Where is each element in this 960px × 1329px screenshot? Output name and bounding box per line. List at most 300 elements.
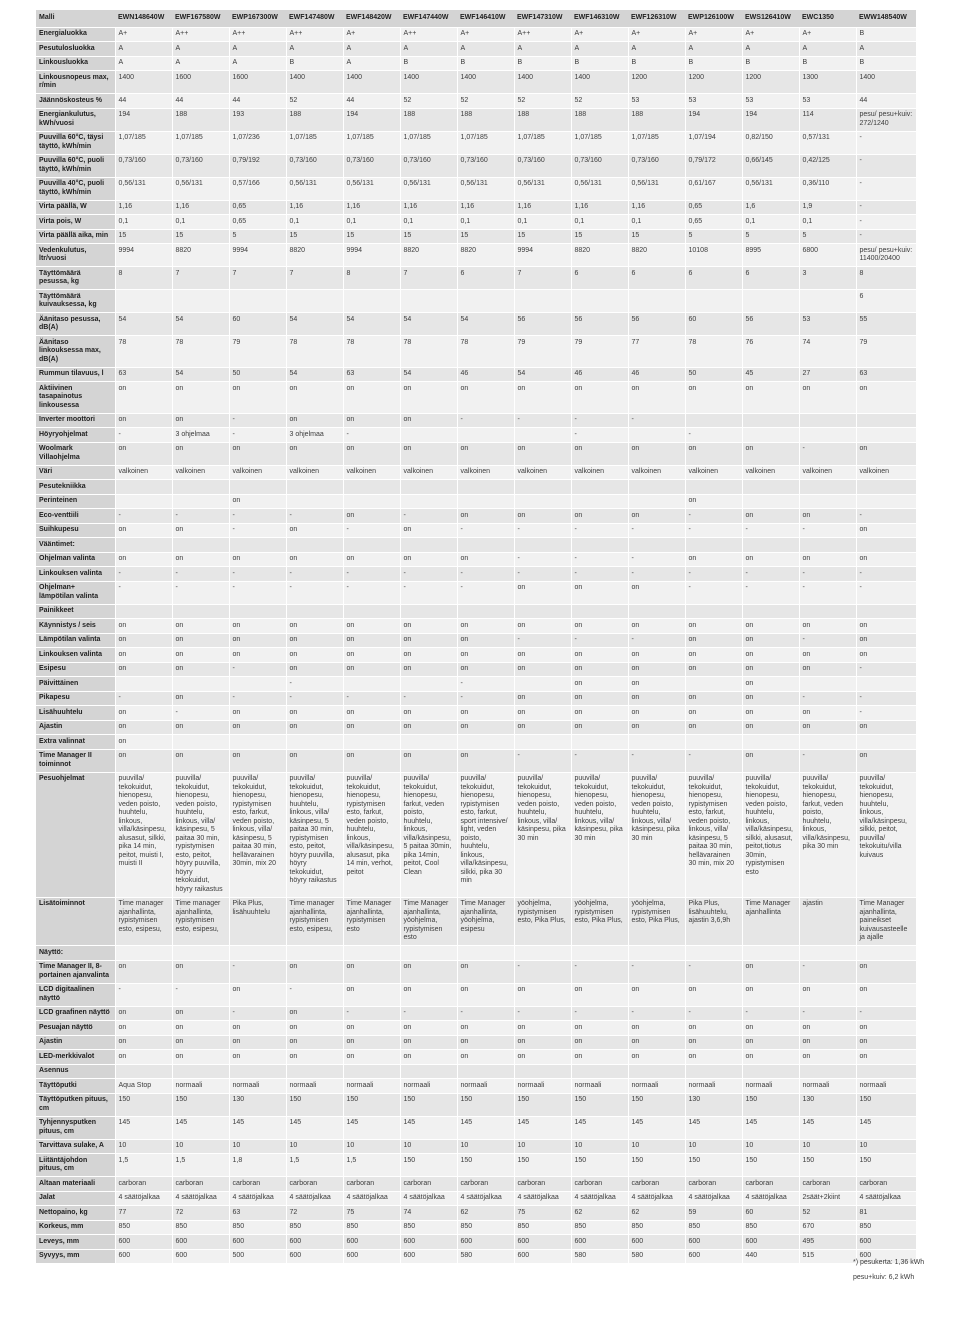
- table-cell: [514, 1064, 571, 1079]
- row-label: Täyttömäärä kuivauksessa, kg: [36, 290, 115, 313]
- table-cell: -: [799, 691, 856, 706]
- table-cell: on: [343, 619, 400, 634]
- table-cell: 0,1: [400, 215, 457, 230]
- table-cell: on: [172, 413, 229, 428]
- table-cell: [628, 604, 685, 619]
- table-cell: A: [343, 56, 400, 71]
- table-cell: on: [628, 581, 685, 604]
- table-cell: on: [172, 1050, 229, 1065]
- table-cell: 850: [172, 1220, 229, 1235]
- table-cell: [685, 480, 742, 495]
- table-cell: -: [685, 428, 742, 443]
- table-cell: 1,16: [286, 200, 343, 215]
- table-cell: 78: [115, 336, 172, 368]
- table-cell: -: [628, 1006, 685, 1021]
- table-cell: on: [343, 648, 400, 663]
- table-cell: carboran: [514, 1177, 571, 1192]
- table-cell: carboran: [115, 1177, 172, 1192]
- table-cell: 62: [571, 1206, 628, 1221]
- table-cell: puuvilla/ tekokuidut, hienopesu, veden poisto, huuhtelu, linkous, villa/käsinpesu, silkki, alusasut, peitot,tiotus 30min, rypistymisen esto: [742, 772, 799, 897]
- table-cell: 1,16: [628, 200, 685, 215]
- table-cell: 0,73/160: [457, 154, 514, 177]
- row-label: Äänitaso linkouksessa max, dB(A): [36, 336, 115, 368]
- table-cell: [115, 290, 172, 313]
- table-row: [36, 720, 916, 735]
- table-cell: 10: [457, 1139, 514, 1154]
- table-row: [36, 1177, 916, 1192]
- table-cell: 0,65: [685, 215, 742, 230]
- table-cell: on: [457, 1021, 514, 1036]
- table-cell: valkoinen: [571, 465, 628, 480]
- table-cell: 3 ohjelmaa: [286, 428, 343, 443]
- table-cell: 52: [457, 94, 514, 109]
- table-cell: 62: [628, 1206, 685, 1221]
- table-cell: 0,56/131: [343, 177, 400, 200]
- table-cell: on: [115, 442, 172, 465]
- table-cell: [115, 604, 172, 619]
- table-cell: on: [742, 442, 799, 465]
- table-cell: on: [286, 749, 343, 772]
- table-cell: on: [742, 960, 799, 983]
- table-cell: -: [628, 960, 685, 983]
- table-cell: carboran: [229, 1177, 286, 1192]
- table-cell: on: [229, 1021, 286, 1036]
- header-row: [36, 10, 916, 27]
- table-cell: A: [115, 56, 172, 71]
- table-cell: 15: [286, 229, 343, 244]
- table-cell: [172, 677, 229, 692]
- table-cell: [799, 480, 856, 495]
- row-label: Time Manager II toiminnot: [36, 749, 115, 772]
- table-cell: -: [571, 960, 628, 983]
- table-cell: -: [229, 523, 286, 538]
- table-cell: on: [742, 648, 799, 663]
- table-cell: -: [856, 581, 916, 604]
- table-cell: 44: [172, 94, 229, 109]
- table-cell: 5: [229, 229, 286, 244]
- table-cell: on: [856, 633, 916, 648]
- table-cell: on: [685, 983, 742, 1006]
- table-cell: Pika Plus, lisähuuhtelu, ajastin 3,6,9h: [685, 897, 742, 946]
- table-cell: 850: [229, 1220, 286, 1235]
- table-cell: 56: [571, 313, 628, 336]
- table-cell: 600: [571, 1235, 628, 1250]
- table-cell: pesu/ pesu+kuiv: 11400/20400: [856, 244, 916, 267]
- table-cell: -: [457, 567, 514, 582]
- table-cell: A: [628, 42, 685, 57]
- table-cell: 50: [685, 367, 742, 382]
- table-cell: on: [742, 983, 799, 1006]
- table-cell: puuvilla/ tekokuidut, hienopesu, farkut, veden poisto, huuhtelu, linkous, villa/käsinpesu, pika 30 min: [799, 772, 856, 897]
- table-cell: -: [799, 749, 856, 772]
- table-cell: [286, 1064, 343, 1079]
- table-cell: 194: [685, 108, 742, 131]
- table-cell: on: [628, 442, 685, 465]
- row-label: Pesutekniikka: [36, 480, 115, 495]
- footnote-1: *) pesukerta: 1,36 kWh: [853, 1259, 925, 1266]
- table-cell: 10108: [685, 244, 742, 267]
- table-cell: on: [343, 749, 400, 772]
- table-cell: 1,16: [343, 200, 400, 215]
- table-cell: on: [514, 983, 571, 1006]
- table-cell: -: [628, 749, 685, 772]
- table-cell: on: [343, 1021, 400, 1036]
- table-cell: -: [343, 523, 400, 538]
- table-cell: -: [457, 677, 514, 692]
- table-cell: 78: [685, 336, 742, 368]
- table-cell: 145: [286, 1116, 343, 1139]
- table-cell: 72: [286, 1206, 343, 1221]
- table-cell: 1,07/185: [514, 131, 571, 154]
- table-cell: 600: [400, 1249, 457, 1264]
- table-cell: 0,56/131: [172, 177, 229, 200]
- table-cell: -: [856, 662, 916, 677]
- table-cell: A+: [343, 27, 400, 42]
- table-cell: on: [115, 706, 172, 721]
- table-cell: 0,56/131: [400, 177, 457, 200]
- table-cell: 1,07/185: [172, 131, 229, 154]
- table-cell: A++: [400, 27, 457, 42]
- table-cell: 5: [799, 229, 856, 244]
- table-row: [36, 367, 916, 382]
- table-cell: on: [115, 648, 172, 663]
- table-cell: [856, 480, 916, 495]
- row-label: Jalat: [36, 1191, 115, 1206]
- table-cell: normaali: [856, 1079, 916, 1094]
- table-row: [36, 960, 916, 983]
- table-cell: on: [343, 662, 400, 677]
- table-cell: 4 säätöjalkaa: [742, 1191, 799, 1206]
- table-cell: ajastin: [799, 897, 856, 946]
- table-cell: A++: [286, 27, 343, 42]
- table-cell: on: [571, 691, 628, 706]
- table-cell: 0,1: [799, 215, 856, 230]
- table-cell: 150: [172, 1093, 229, 1116]
- table-cell: on: [400, 552, 457, 567]
- table-cell: on: [799, 662, 856, 677]
- table-cell: [799, 290, 856, 313]
- table-cell: puuvilla/ tekokuidut, hienopesu, veden poisto, huuhtelu, linkous, villa/ käsinpesu, pika 30 min: [628, 772, 685, 897]
- table-cell: 78: [343, 336, 400, 368]
- table-cell: on: [685, 1035, 742, 1050]
- table-cell: [286, 946, 343, 961]
- table-cell: B: [799, 56, 856, 71]
- table-cell: -: [856, 154, 916, 177]
- table-cell: A++: [229, 27, 286, 42]
- table-cell: on: [856, 523, 916, 538]
- table-cell: normaali: [571, 1079, 628, 1094]
- table-cell: 0,73/160: [172, 154, 229, 177]
- table-cell: on: [742, 552, 799, 567]
- table-cell: valkoinen: [742, 465, 799, 480]
- table-cell: -: [514, 1006, 571, 1021]
- table-cell: [286, 494, 343, 509]
- table-cell: normaali: [514, 1079, 571, 1094]
- table-cell: on: [400, 749, 457, 772]
- table-cell: 75: [514, 1206, 571, 1221]
- table-cell: 0,57/131: [799, 131, 856, 154]
- table-cell: 188: [400, 108, 457, 131]
- table-cell: on: [457, 1050, 514, 1065]
- table-cell: normaali: [457, 1079, 514, 1094]
- table-cell: [343, 494, 400, 509]
- table-cell: 4 säätöjalkaa: [115, 1191, 172, 1206]
- table-cell: on: [400, 1021, 457, 1036]
- table-cell: [457, 538, 514, 553]
- table-row: [36, 648, 916, 663]
- table-cell: 1400: [514, 71, 571, 94]
- table-cell: normaali: [286, 1079, 343, 1094]
- table-cell: -: [229, 662, 286, 677]
- table-cell: -: [628, 413, 685, 428]
- table-cell: [343, 290, 400, 313]
- table-cell: on: [742, 1021, 799, 1036]
- table-cell: on: [799, 706, 856, 721]
- table-cell: -: [571, 413, 628, 428]
- table-cell: 670: [799, 1220, 856, 1235]
- table-cell: [286, 480, 343, 495]
- table-cell: carboran: [286, 1177, 343, 1192]
- table-cell: -: [286, 691, 343, 706]
- row-label: Linkouksen valinta: [36, 648, 115, 663]
- table-cell: 1,16: [400, 200, 457, 215]
- table-cell: 15: [343, 229, 400, 244]
- table-cell: Pika Plus, lisähuuhtelu: [229, 897, 286, 946]
- model-header: EWS126410W: [742, 10, 799, 27]
- table-cell: 1,9: [799, 200, 856, 215]
- table-cell: -: [856, 567, 916, 582]
- row-label: Woolmark Villaohjelma: [36, 442, 115, 465]
- row-label: Lämpötilan valinta: [36, 633, 115, 648]
- table-cell: [514, 538, 571, 553]
- table-cell: [742, 480, 799, 495]
- table-cell: puuvilla/ tekokuidut, hienopesu, huuhtelu, linkous, villa/ käsinpesu, 5 paitaa 30 min, rypistymisen esto, peitot, höyry puuvilla, höyry tekokuidut, höyry raikastus: [286, 772, 343, 897]
- table-cell: 15: [514, 229, 571, 244]
- table-cell: on: [172, 552, 229, 567]
- table-cell: B: [856, 27, 916, 42]
- table-cell: A: [172, 42, 229, 57]
- table-cell: 1,07/185: [457, 131, 514, 154]
- table-cell: [457, 428, 514, 443]
- table-cell: 150: [457, 1154, 514, 1177]
- table-cell: [856, 538, 916, 553]
- table-cell: 1,16: [115, 200, 172, 215]
- table-cell: 10: [571, 1139, 628, 1154]
- table-cell: on: [400, 1050, 457, 1065]
- table-cell: 27: [799, 367, 856, 382]
- table-cell: on: [172, 648, 229, 663]
- table-cell: valkoinen: [400, 465, 457, 480]
- table-cell: [457, 604, 514, 619]
- table-cell: on: [115, 1035, 172, 1050]
- row-label: Korkeus, mm: [36, 1220, 115, 1235]
- table-cell: 145: [514, 1116, 571, 1139]
- table-cell: [628, 428, 685, 443]
- footnote-2: pesu+kuiv: 6,2 kWh: [853, 1274, 915, 1281]
- table-cell: 8820: [628, 244, 685, 267]
- table-cell: -: [856, 691, 916, 706]
- table-cell: -: [799, 567, 856, 582]
- table-cell: valkoinen: [229, 465, 286, 480]
- table-cell: 1600: [229, 71, 286, 94]
- table-cell: 440: [742, 1249, 799, 1264]
- table-cell: 130: [799, 1093, 856, 1116]
- table-row: [36, 290, 916, 313]
- table-cell: on: [115, 523, 172, 538]
- table-cell: -: [856, 706, 916, 721]
- table-cell: on: [457, 509, 514, 524]
- row-label: Vedenkulutus, ltr/vuosi: [36, 244, 115, 267]
- table-row: [36, 509, 916, 524]
- table-cell: 4 säätöjalkaa: [628, 1191, 685, 1206]
- table-cell: on: [571, 382, 628, 414]
- table-cell: [400, 480, 457, 495]
- table-cell: [685, 1064, 742, 1079]
- table-cell: 54: [172, 313, 229, 336]
- table-cell: -: [628, 633, 685, 648]
- table-cell: 15: [115, 229, 172, 244]
- table-cell: on: [457, 960, 514, 983]
- table-cell: on: [514, 1021, 571, 1036]
- table-cell: on: [229, 619, 286, 634]
- row-label: Ohjelman valinta: [36, 552, 115, 567]
- table-cell: 0,56/131: [742, 177, 799, 200]
- table-row: [36, 619, 916, 634]
- table-cell: 114: [799, 108, 856, 131]
- table-cell: on: [115, 633, 172, 648]
- table-cell: 8820: [571, 244, 628, 267]
- table-cell: -: [343, 1006, 400, 1021]
- table-cell: [685, 604, 742, 619]
- table-cell: on: [799, 648, 856, 663]
- table-cell: on: [457, 382, 514, 414]
- table-cell: 56: [628, 313, 685, 336]
- table-cell: on: [799, 983, 856, 1006]
- table-cell: on: [514, 382, 571, 414]
- table-cell: valkoinen: [172, 465, 229, 480]
- table-cell: on: [571, 706, 628, 721]
- table-row: [36, 1093, 916, 1116]
- table-cell: 54: [115, 313, 172, 336]
- table-cell: 500: [229, 1249, 286, 1264]
- table-cell: on: [286, 1021, 343, 1036]
- table-cell: -: [571, 567, 628, 582]
- table-cell: 44: [343, 94, 400, 109]
- table-cell: A+: [457, 27, 514, 42]
- table-cell: 1,5: [115, 1154, 172, 1177]
- table-cell: -: [229, 691, 286, 706]
- row-label: Pesuajan näyttö: [36, 1021, 115, 1036]
- table-cell: 0,42/125: [799, 154, 856, 177]
- table-cell: normaali: [229, 1079, 286, 1094]
- row-label: Ohjelman+ lämpötilan valinta: [36, 581, 115, 604]
- table-cell: puuvilla/ tekokuidut, hienopesu, rypistymisen esto, farkut, veden poisto, huuhtelu, linkous, villa/käsinpesu, alusasut, pika 14 min, verhot, peitot: [343, 772, 400, 897]
- table-cell: 63: [343, 367, 400, 382]
- table-cell: 1,16: [172, 200, 229, 215]
- table-row: [36, 1235, 916, 1250]
- table-cell: 53: [685, 94, 742, 109]
- row-label: LCD graafinen näyttö: [36, 1006, 115, 1021]
- table-cell: -: [685, 960, 742, 983]
- table-cell: 4 säätöjalkaa: [685, 1191, 742, 1206]
- table-cell: [457, 494, 514, 509]
- table-cell: on: [628, 677, 685, 692]
- table-cell: 81: [856, 1206, 916, 1221]
- table-cell: -: [115, 567, 172, 582]
- table-cell: on: [286, 633, 343, 648]
- table-cell: on: [685, 691, 742, 706]
- table-cell: B: [400, 56, 457, 71]
- table-cell: 188: [172, 108, 229, 131]
- table-cell: 850: [856, 1220, 916, 1235]
- row-label: Pesuohjelmat: [36, 772, 115, 897]
- table-cell: -: [571, 428, 628, 443]
- table-row: [36, 1064, 916, 1079]
- table-cell: -: [400, 567, 457, 582]
- table-cell: 8995: [742, 244, 799, 267]
- table-cell: on: [571, 442, 628, 465]
- table-cell: [400, 946, 457, 961]
- table-cell: 10: [514, 1139, 571, 1154]
- table-cell: -: [229, 1006, 286, 1021]
- table-cell: 78: [457, 336, 514, 368]
- table-cell: on: [172, 442, 229, 465]
- row-label: Tarvittava sulake, A: [36, 1139, 115, 1154]
- table-cell: 0,61/167: [685, 177, 742, 200]
- table-cell: 0,79/172: [685, 154, 742, 177]
- table-cell: 5: [742, 229, 799, 244]
- table-cell: 77: [115, 1206, 172, 1221]
- table-cell: [400, 494, 457, 509]
- table-cell: puuvilla/ tekokuidut, hienopesu, veden poisto, huuhtelu, linkous, villa/ käsinpesu, pika 30 min: [571, 772, 628, 897]
- table-cell: 850: [400, 1220, 457, 1235]
- table-cell: 10: [400, 1139, 457, 1154]
- table-cell: normaali: [628, 1079, 685, 1094]
- table-cell: on: [514, 706, 571, 721]
- model-header: EWF147440W: [400, 10, 457, 27]
- table-cell: 1,07/236: [229, 131, 286, 154]
- table-cell: on: [628, 706, 685, 721]
- table-cell: on: [685, 442, 742, 465]
- table-cell: 145: [571, 1116, 628, 1139]
- table-cell: on: [628, 1021, 685, 1036]
- table-cell: [514, 480, 571, 495]
- row-label: Virta pois, W: [36, 215, 115, 230]
- table-cell: 1,07/185: [571, 131, 628, 154]
- table-row: [36, 480, 916, 495]
- table-cell: on: [172, 662, 229, 677]
- table-cell: [799, 946, 856, 961]
- table-cell: -: [571, 749, 628, 772]
- table-cell: 0,1: [457, 215, 514, 230]
- table-row: [36, 1006, 916, 1021]
- table-cell: [742, 428, 799, 443]
- table-row: [36, 244, 916, 267]
- table-cell: -: [628, 523, 685, 538]
- table-cell: 1200: [742, 71, 799, 94]
- table-cell: 0,73/160: [343, 154, 400, 177]
- table-row: [36, 1249, 916, 1264]
- table-cell: 4 säätöjalkaa: [514, 1191, 571, 1206]
- table-cell: on: [457, 633, 514, 648]
- table-cell: 150: [514, 1154, 571, 1177]
- table-cell: 0,65: [229, 200, 286, 215]
- table-cell: 45: [742, 367, 799, 382]
- table-cell: [229, 604, 286, 619]
- table-cell: on: [856, 382, 916, 414]
- table-cell: [229, 1064, 286, 1079]
- table-cell: on: [115, 1006, 172, 1021]
